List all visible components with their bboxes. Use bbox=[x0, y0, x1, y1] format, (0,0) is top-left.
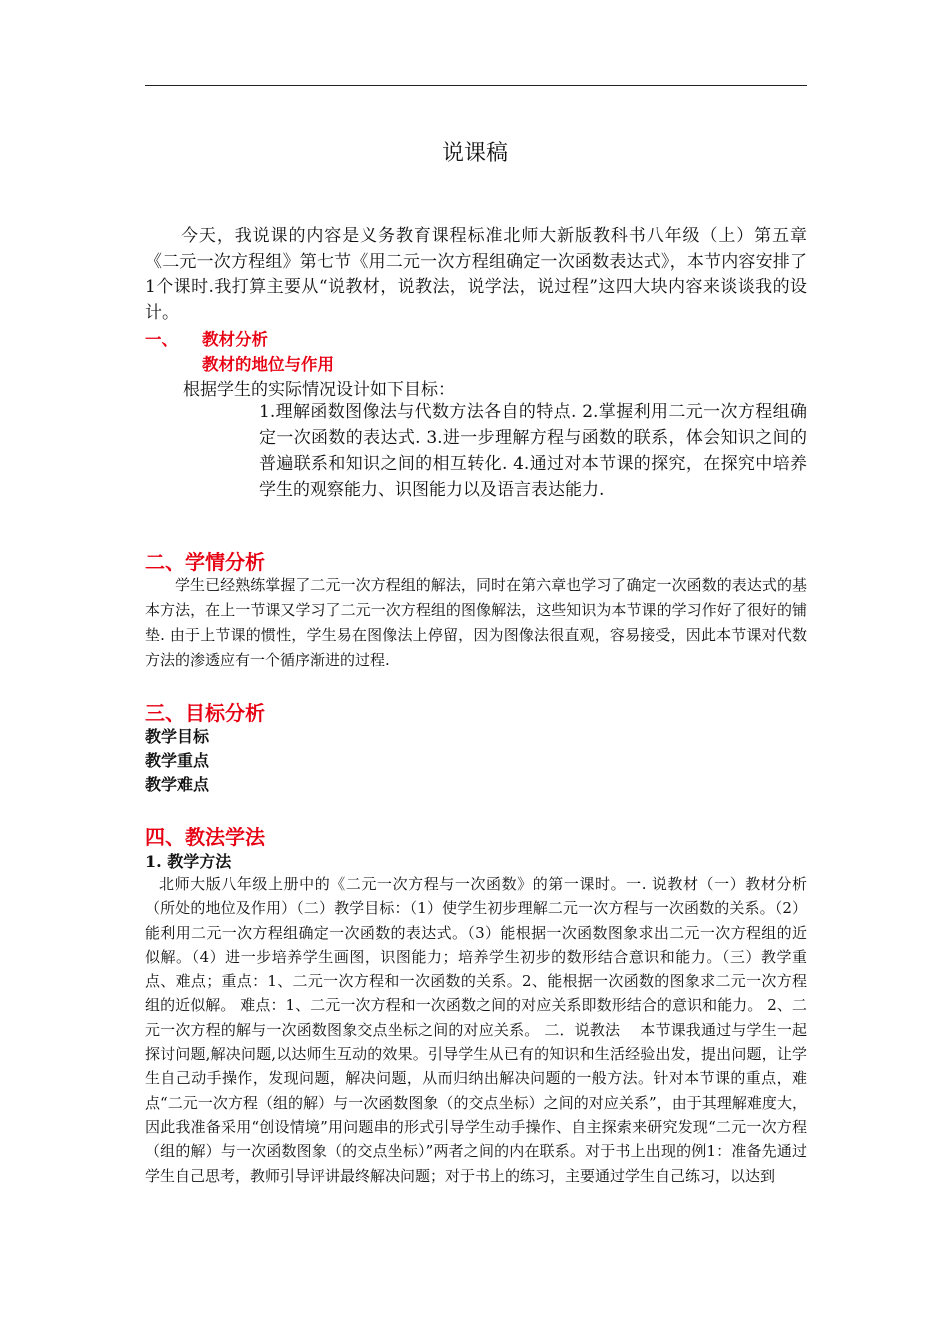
section4-body: 北师大版八年级上册中的《二元一次方程与一次函数》的第一课时。一. 说教材（一）教材分析（所处的地位及作用）（二）教学目标：（1）使学生初步理解二元一次方程与一次函数的关系。（2）能利用二元一次方程组确定一次函数的表达式。（3）能根据一次函数图象求出二元一次方程组的近似解。（4）进一步培养学生画图，识图能力；培养学生初步的数形结合意识和能力。（三）教学重点、难点；重点：1、二元一次方程和一次函数的关系。2、能根据一次函数的图象求二元一次方程组的近似解。 难点：1、二元一次方程和一次函数之间的对应关系即数形结合的意识和能力。 2、二元一次方程的解与一次函数图象交点坐标之间的对应关系。 二．说教法 本节课我通过与学生一起探讨问题,解决问题,以达师生互动的效果。引导学生从已有的知识和生活经验出发，提出问题，让学生自己动手操作，发现问题，解决问题，从而归纳出解决问题的一般方法。针对本节课的重点，难点“二元一次方程（组的解）与一次函数图象（的交点坐标）之间的对应关系”，由于其理解难度大，因此我准备采用“创设情境”用问题串的形式引导学生动手操作、自主探索来研究发现“二元一次方程（组的解）与一次函数图象（的交点坐标）”两者之间的内在联系。对于书上出现的例1：准备先通过学生自己思考，教师引导评讲最终解决问题；对于书上的练习，主要通过学生自己练习，以达到 bbox=[145, 875, 807, 1185]
section2-body: 学生已经熟练掌握了二元一次方程组的解法，同时在第六章也学习了确定一次函数的表达式的基本方法，在上一节课又学习了二元一次方程组的图像解法，这些知识为本节课的学习作好了很好的铺垫. 由于上节课的惯性，学生易在图像法上停留，因为图像法很直观，容易接受，因此本节课对代数方法的渗透应有一个循序渐进的过程. bbox=[145, 576, 807, 669]
section1-number: 一、 bbox=[145, 330, 178, 349]
intro-paragraph: 今天，我说课的内容是义务教育课程标准北师大新版教科书八年级（上）第五章《二元一次方程组》第七节《用二元一次方程组确定一次函数表达式》，本节内容安排了1个课时.我打算主要从“说教材，说教法，说学法，说过程”这四大块内容来谈谈我的设计。 bbox=[145, 226, 807, 323]
teaching-goal-label: 教学目标 bbox=[145, 727, 210, 746]
teaching-difficulty-label: 教学难点 bbox=[145, 775, 210, 794]
header-rule bbox=[145, 85, 807, 86]
section2-title: 二、学情分析 bbox=[145, 550, 265, 574]
goals-lead: 根据学生的实际情况设计如下目标： bbox=[183, 380, 455, 400]
teaching-key-label: 教学重点 bbox=[145, 751, 210, 770]
document-title: 说课稿 bbox=[441, 141, 508, 166]
section1-title: 教材分析 bbox=[202, 330, 268, 349]
teaching-method-heading: 1. 教学方法 bbox=[145, 852, 232, 871]
section3-title: 三、目标分析 bbox=[145, 701, 265, 725]
goals-text: 1.理解函数图像法与代数方法各自的特点. 2.掌握利用二元一次方程组确定一次函数的表达式. 3.进一步理解方程与函数的联系，体会知识之间的普遍联系和知识之间的相互转化. 4.通过对本节课的探究，在探究中培养学生的观察能力、识图能力以及语言表达能力. bbox=[259, 402, 807, 500]
section4-title: 四、教法学法 bbox=[145, 825, 265, 849]
section1-subtitle: 教材的地位与作用 bbox=[202, 355, 334, 374]
